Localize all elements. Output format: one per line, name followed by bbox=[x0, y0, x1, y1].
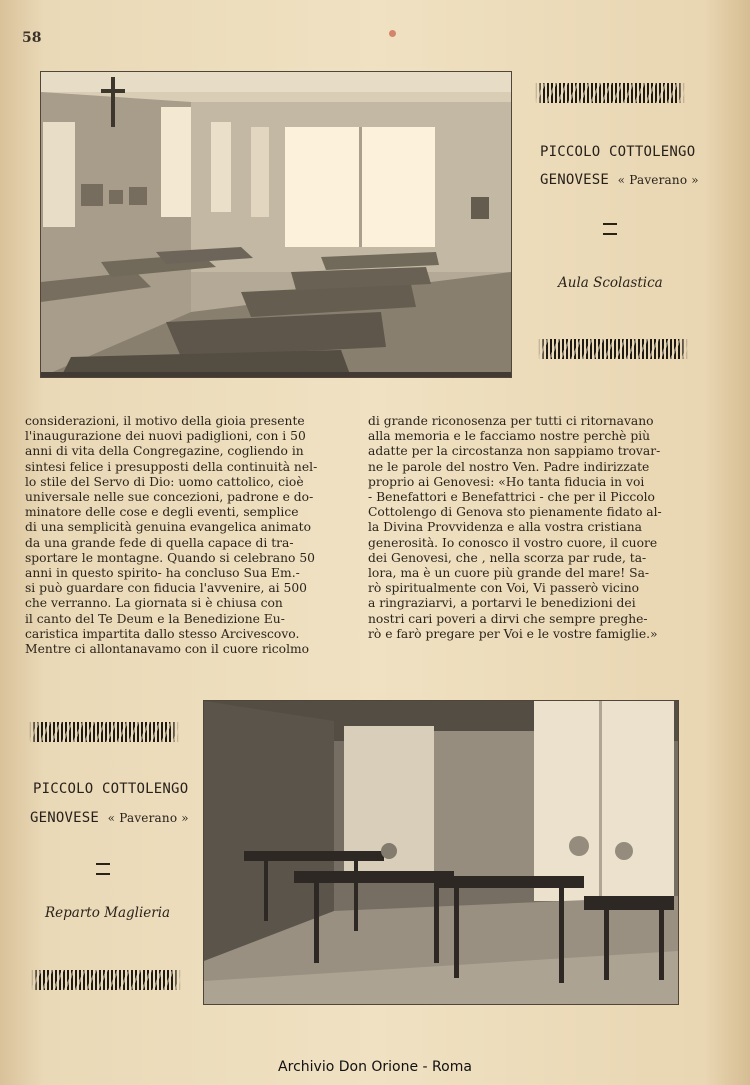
article-line: di grande riconosenza per tutti ci ritornavano bbox=[368, 414, 654, 428]
ornament-top-lower bbox=[538, 339, 688, 359]
article-line: universale nelle sue concezioni, padrone e do- bbox=[25, 490, 314, 505]
article-line: generosità. Io conosco il vostro cuore, il cuore bbox=[368, 535, 658, 550]
article-line: sportare le montagne. Quando si celebrano 50 bbox=[25, 550, 315, 565]
caption-top-subtitle: Aula Scolastica bbox=[558, 275, 663, 291]
caption-bottom-line2-place: « Paverano » bbox=[107, 811, 189, 825]
caption-top-line2 bbox=[540, 172, 710, 188]
ornament-bottom-lower bbox=[31, 970, 181, 990]
caption-bottom-separator bbox=[96, 863, 110, 875]
caption-bottom-subtitle: Reparto Maglieria bbox=[45, 905, 171, 921]
article-column-right bbox=[368, 414, 694, 642]
article-line: considerazioni, il motivo della gioia presente bbox=[25, 414, 305, 428]
ornament-bottom-upper bbox=[29, 722, 179, 742]
article-line: proprio ai Genovesi: «Ho tanta fiducia in voi bbox=[368, 474, 645, 489]
article-line: - Benefattori e Benefattrici - che per il Piccolo bbox=[368, 490, 655, 505]
article-line: lora, ma è un cuore più grande del mare! Sa- bbox=[368, 566, 650, 581]
article-line: nostri cari poveri a dirvi che sempre preghe- bbox=[368, 611, 648, 626]
article-line: il canto del Te Deum e la Benedizione Eu- bbox=[25, 611, 285, 626]
article-line: ne le parole del nostro Ven. Padre indirizzate bbox=[368, 459, 650, 474]
article-line: rò spiritualmente con Voi, Vi passerò vicino bbox=[368, 581, 640, 596]
caption-top-line2-place: « Paverano » bbox=[617, 173, 699, 187]
article-column-left bbox=[25, 414, 351, 657]
article-line: di una semplicità genuina evangelica animato bbox=[25, 520, 311, 535]
caption-top-separator bbox=[603, 223, 617, 235]
article-line: Cottolengo di Genova sto pienamente fidato al- bbox=[368, 505, 662, 520]
article-line: l'inaugurazione dei nuovi padiglioni, con i 50 bbox=[25, 429, 306, 444]
article-line: lo stile del Servo di Dio: uomo cattolico, cioè bbox=[25, 474, 304, 489]
article-line: sintesi felice i presupposti della continuità nel- bbox=[25, 459, 318, 474]
article-line: si può guardare con fiducia l'avvenire, ai 500 bbox=[25, 581, 307, 596]
article-line: alla memoria e le facciamo nostre perchè più bbox=[368, 429, 651, 444]
article-line: da una grande fede di quella capace di tra- bbox=[25, 535, 294, 550]
archive-footer: Archivio Don Orione - Roma bbox=[278, 1059, 472, 1075]
article-line: la Divina Provvidenza e alla vostra cristiana bbox=[368, 520, 642, 535]
article-line: che verranno. La giornata si è chiusa con bbox=[25, 596, 283, 611]
ornament-top-upper bbox=[535, 83, 685, 103]
article-line: rò e farò pregare per Voi e le vostre famiglie.» bbox=[368, 626, 658, 641]
caption-top-line1: PICCOLO COTTOLENGO bbox=[540, 144, 696, 160]
caption-bottom-line2 bbox=[30, 810, 200, 826]
article-line: adatte per la circostanza non sappiamo trovar- bbox=[368, 444, 661, 459]
page-number: 58 bbox=[22, 30, 42, 46]
ink-spot bbox=[389, 30, 396, 37]
article-line: anni in questo spirito- ha concluso Sua Em.- bbox=[25, 566, 300, 581]
article-line: dei Genovesi, che , nella scorza par rude, ta- bbox=[368, 550, 647, 565]
caption-bottom-line1: PICCOLO COTTOLENGO bbox=[33, 781, 189, 797]
article-line: a ringraziarvi, a portarvi le benedizioni dei bbox=[368, 596, 636, 611]
article-line: caristica impartita dallo stesso Arcivescovo. bbox=[25, 626, 300, 641]
article-line: minatore delle cose e degli eventi, semplice bbox=[25, 505, 299, 520]
caption-top-line2-main: GENOVESE bbox=[540, 172, 610, 188]
article-line: Mentre ci allontanavamo con il cuore ricolmo bbox=[25, 642, 310, 657]
knitting-department-photo bbox=[203, 700, 679, 1005]
article-line: anni di vita della Congregazine, cogliendo in bbox=[25, 444, 304, 459]
caption-bottom-line2-main: GENOVESE bbox=[30, 810, 100, 826]
classroom-photo bbox=[40, 71, 512, 378]
